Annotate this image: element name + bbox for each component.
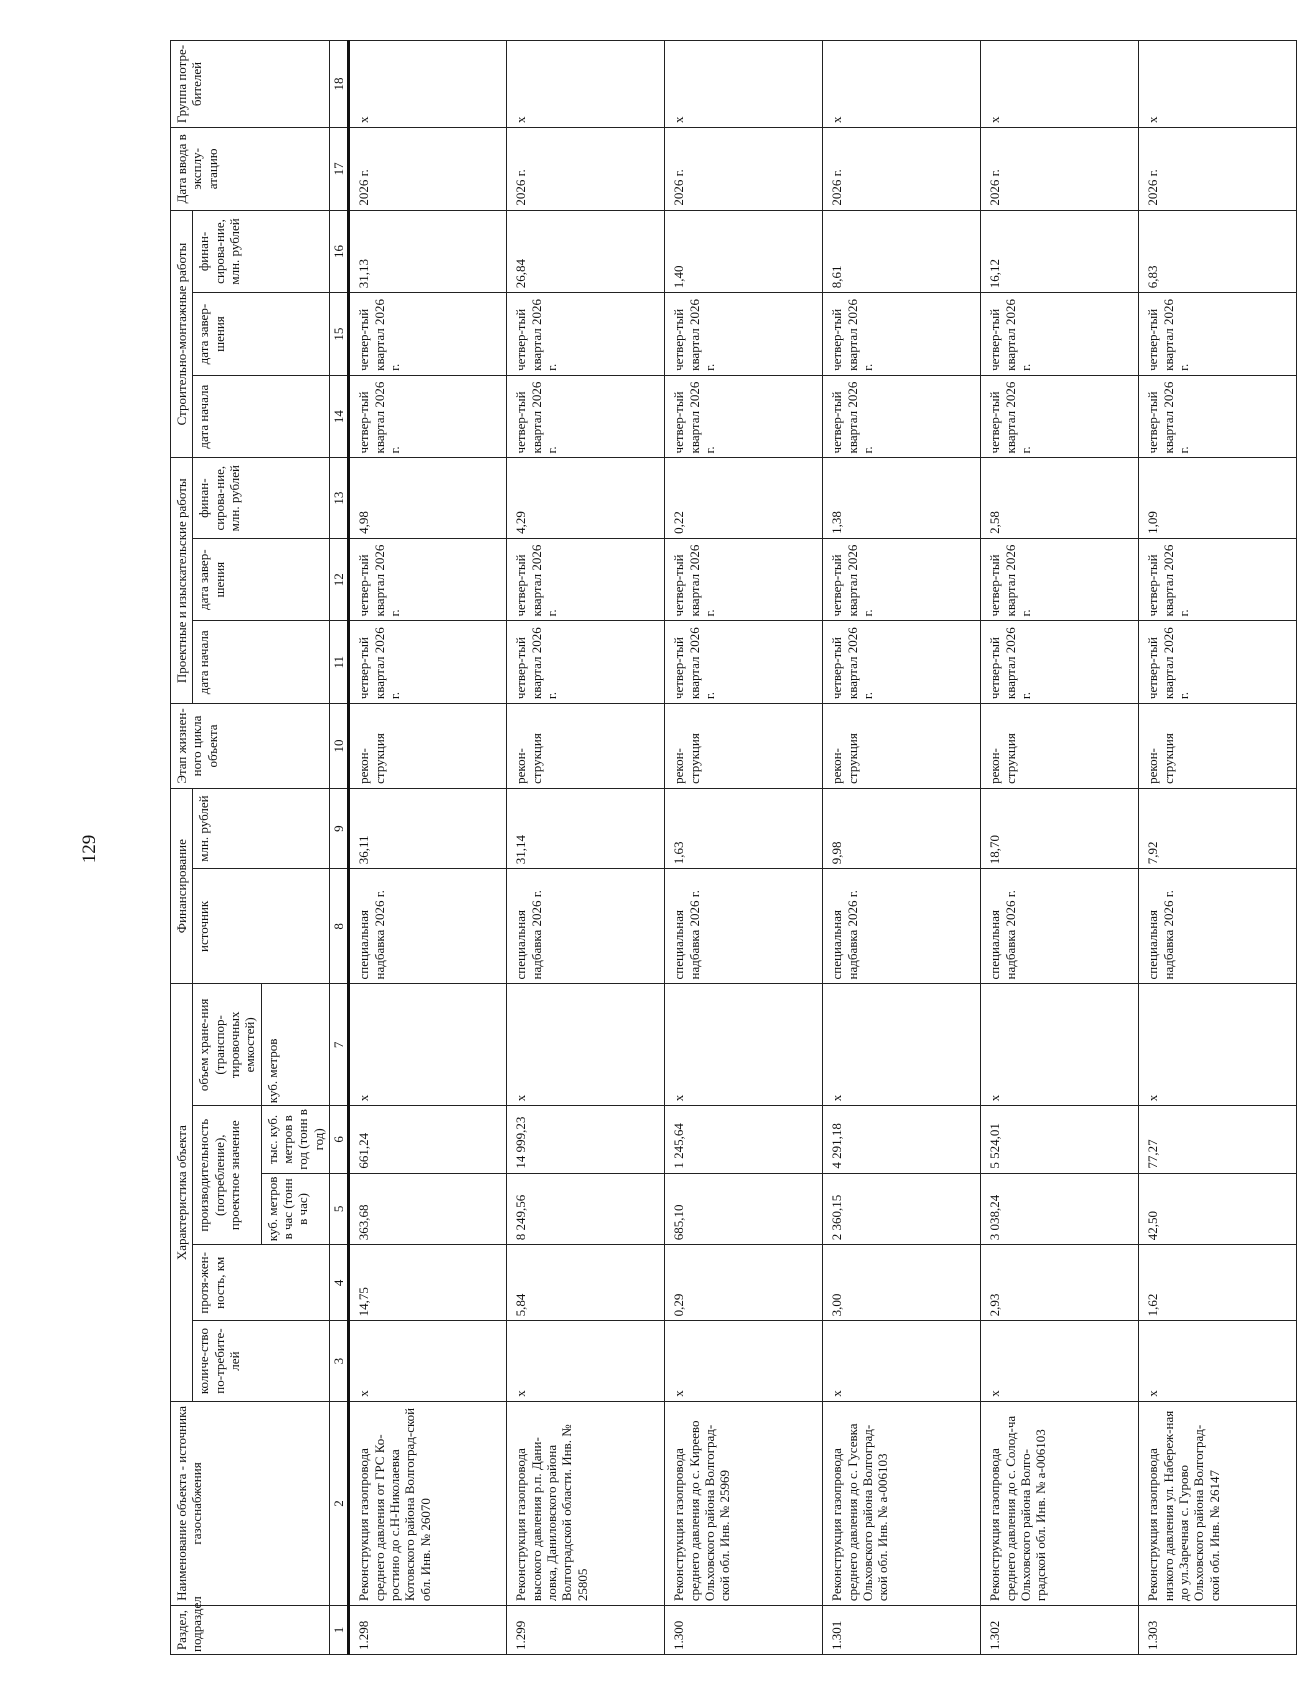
row-id: 1.300 [665, 1606, 823, 1655]
lifecycle-stage: рекон-струкция [1139, 704, 1297, 789]
column-number: 16 [329, 210, 348, 293]
design-financing: 4,29 [507, 458, 665, 538]
consumer-group: x [1139, 41, 1297, 128]
consumer-group: x [823, 41, 981, 128]
length-km: 14,75 [349, 1245, 507, 1321]
header-design-financing: финан-сирова-ние, млн. рублей [193, 458, 330, 538]
length-km: 1,62 [1139, 1245, 1297, 1321]
header-storage-unit: куб. метров [261, 984, 329, 1106]
object-name: Реконструкция газопровода высокого давления р.п. Дани-ловка, Даниловского района Волгоградской области. Инв. № 25805 [507, 1401, 665, 1605]
commission-date: 2026 г. [665, 128, 823, 211]
lifecycle-stage: рекон-струкция [349, 704, 507, 789]
object-name: Реконструкция газопровода среднего давления до с. Киреево Ольховского района Волгоград-ской обл. Инв. № 25969 [665, 1401, 823, 1605]
table-row [665, 41, 823, 1655]
construction-end: четвер-тый квартал 2026 г. [981, 293, 1139, 376]
header-storage: объем хране-ния (транспор-тировочных емкостей) [193, 984, 261, 1106]
column-number: 12 [329, 538, 348, 621]
header-construction-start: дата начала [193, 375, 330, 458]
header-length: протя-жен-ность, км [193, 1245, 330, 1321]
commission-date: 2026 г. [507, 128, 665, 211]
header-stage: Этап жизнен-ного цикла объекта [171, 704, 330, 789]
consumer-group: x [349, 41, 507, 128]
construction-end: четвер-тый квартал 2026 г. [823, 293, 981, 376]
header-consumers-count: количе-ство по-требите-лей [193, 1321, 330, 1401]
financing-mln: 1,63 [665, 788, 823, 868]
design-start: четвер-тый квартал 2026 г. [981, 621, 1139, 704]
construction-financing: 16,12 [981, 210, 1139, 293]
length-km: 5,84 [507, 1245, 665, 1321]
length-km: 2,93 [981, 1245, 1139, 1321]
column-number: 5 [329, 1173, 348, 1245]
column-number: 4 [329, 1245, 348, 1321]
capacity-year: 77,27 [1139, 1106, 1297, 1173]
row-id: 1.303 [1139, 1606, 1297, 1655]
header-design-start: дата начала [193, 621, 330, 704]
lifecycle-stage: рекон-струкция [981, 704, 1139, 789]
rotated-page [170, 40, 1222, 1655]
storage-volume: x [665, 984, 823, 1106]
header-financing: Финансирование [171, 788, 193, 984]
header-capacity: производительность (потребление), проектное значение [193, 1106, 261, 1245]
financing-mln: 18,70 [981, 788, 1139, 868]
financing-source: специальная надбавка 2026 г. [507, 869, 665, 984]
table-row [1139, 41, 1297, 1655]
design-end: четвер-тый квартал 2026 г. [1139, 538, 1297, 621]
financing-mln: 31,14 [507, 788, 665, 868]
storage-volume: x [507, 984, 665, 1106]
header-mln-rub: млн. рублей [193, 788, 330, 868]
construction-start: четвер-тый квартал 2026 г. [665, 375, 823, 458]
capacity-hour: 685,10 [665, 1173, 823, 1245]
capacity-year: 5 524,01 [981, 1106, 1139, 1173]
construction-start: четвер-тый квартал 2026 г. [823, 375, 981, 458]
column-number: 13 [329, 458, 348, 538]
capacity-year: 4 291,18 [823, 1106, 981, 1173]
header-cap-hour: куб. метров в час (тонн в час) [261, 1173, 329, 1245]
construction-financing: 8,61 [823, 210, 981, 293]
column-numbers-row [329, 41, 348, 1655]
commission-date: 2026 г. [823, 128, 981, 211]
table-row [507, 41, 665, 1655]
commission-date: 2026 г. [349, 128, 507, 211]
capacity-hour: 363,68 [349, 1173, 507, 1245]
design-end: четвер-тый квартал 2026 г. [981, 538, 1139, 621]
construction-end: четвер-тый квартал 2026 г. [1139, 293, 1297, 376]
design-start: четвер-тый квартал 2026 г. [665, 621, 823, 704]
design-end: четвер-тый квартал 2026 г. [507, 538, 665, 621]
column-number: 14 [329, 375, 348, 458]
design-financing: 1,38 [823, 458, 981, 538]
consumers-count: x [981, 1321, 1139, 1401]
capacity-year: 661,24 [349, 1106, 507, 1173]
construction-financing: 6,83 [1139, 210, 1297, 293]
construction-start: четвер-тый квартал 2026 г. [1139, 375, 1297, 458]
financing-mln: 9,98 [823, 788, 981, 868]
consumer-group: x [507, 41, 665, 128]
construction-start: четвер-тый квартал 2026 г. [349, 375, 507, 458]
storage-volume: x [981, 984, 1139, 1106]
header-name: Наименование объекта - источника газоснабжения [171, 1401, 330, 1605]
construction-end: четвер-тый квартал 2026 г. [665, 293, 823, 376]
table-row [981, 41, 1139, 1655]
header-section: Раздел, подраздел [171, 1606, 330, 1655]
column-number: 6 [329, 1106, 348, 1173]
construction-financing: 1,40 [665, 210, 823, 293]
capacity-hour: 3 038,24 [981, 1173, 1139, 1245]
design-end: четвер-тый квартал 2026 г. [349, 538, 507, 621]
lifecycle-stage: рекон-струкция [665, 704, 823, 789]
design-end: четвер-тый квартал 2026 г. [823, 538, 981, 621]
capacity-hour: 42,50 [1139, 1173, 1297, 1245]
column-number: 1 [329, 1606, 348, 1655]
column-number: 8 [329, 869, 348, 984]
consumers-count: x [665, 1321, 823, 1401]
table-row [823, 41, 981, 1655]
design-financing: 4,98 [349, 458, 507, 538]
header-commission-date: Дата ввода в эксплу-атацию [171, 128, 330, 211]
column-number: 18 [329, 41, 348, 128]
header-source: источник [193, 869, 330, 984]
column-number: 7 [329, 984, 348, 1106]
consumers-count: x [349, 1321, 507, 1401]
storage-volume: x [349, 984, 507, 1106]
table-body [349, 41, 1297, 1655]
header-cap-year: тыс. куб. метров в год (тонн в год) [261, 1106, 329, 1173]
storage-volume: x [1139, 984, 1297, 1106]
financing-source: специальная надбавка 2026 г. [349, 869, 507, 984]
length-km: 0,29 [665, 1245, 823, 1321]
construction-end: четвер-тый квартал 2026 г. [507, 293, 665, 376]
row-id: 1.298 [349, 1606, 507, 1655]
column-number: 15 [329, 293, 348, 376]
column-number: 9 [329, 788, 348, 868]
commission-date: 2026 г. [981, 128, 1139, 211]
length-km: 3,00 [823, 1245, 981, 1321]
design-start: четвер-тый квартал 2026 г. [349, 621, 507, 704]
financing-source: специальная надбавка 2026 г. [823, 869, 981, 984]
column-number: 3 [329, 1321, 348, 1401]
header-construction-end: дата завер-шения [193, 293, 330, 376]
header-design-end: дата завер-шения [193, 538, 330, 621]
financing-mln: 36,11 [349, 788, 507, 868]
capacity-hour: 8 249,56 [507, 1173, 665, 1245]
lifecycle-stage: рекон-струкция [823, 704, 981, 789]
consumers-count: x [823, 1321, 981, 1401]
object-name: Реконструкция газопровода среднего давления от ГРС Ко-ростино до с.Н-Николаевка Котовского района Волгоград-ской обл. Инв. № 26070 [349, 1401, 507, 1605]
column-number: 17 [329, 128, 348, 211]
design-start: четвер-тый квартал 2026 г. [823, 621, 981, 704]
consumer-group: x [981, 41, 1139, 128]
header-characteristics: Характеристика объекта [171, 984, 193, 1401]
storage-volume: x [823, 984, 981, 1106]
page-number: 129 [79, 834, 100, 864]
header-consumer-group: Группа потре-бителей [171, 41, 330, 128]
capacity-year: 14 999,23 [507, 1106, 665, 1173]
gas-objects-table [170, 40, 1297, 1655]
object-name: Реконструкция газопровода среднего давления до с. Гусевка Ольховского района Волгоград-ской обл. Инв. № а-006103 [823, 1401, 981, 1605]
consumers-count: x [507, 1321, 665, 1401]
object-name: Реконструкция газопровода низкого давления ул. Набереж-ная до ул.Заречная с. Гурово Ольховского района Волгоград-ской обл. Инв. № 26147 [1139, 1401, 1297, 1605]
header-construction: Строительно-монтажные работы [171, 210, 193, 458]
design-financing: 1,09 [1139, 458, 1297, 538]
column-number: 11 [329, 621, 348, 704]
table-row [349, 41, 507, 1655]
design-start: четвер-тый квартал 2026 г. [507, 621, 665, 704]
header-design: Проектные и изыскательские работы [171, 458, 193, 704]
construction-start: четвер-тый квартал 2026 г. [981, 375, 1139, 458]
financing-mln: 7,92 [1139, 788, 1297, 868]
capacity-hour: 2 360,15 [823, 1173, 981, 1245]
row-id: 1.302 [981, 1606, 1139, 1655]
column-number: 10 [329, 704, 348, 789]
header-construction-financing: финан-сирова-ние, млн. рублей [193, 210, 330, 293]
construction-financing: 26,84 [507, 210, 665, 293]
design-end: четвер-тый квартал 2026 г. [665, 538, 823, 621]
row-id: 1.299 [507, 1606, 665, 1655]
construction-end: четвер-тый квартал 2026 г. [349, 293, 507, 376]
design-financing: 0,22 [665, 458, 823, 538]
consumers-count: x [1139, 1321, 1297, 1401]
construction-start: четвер-тый квартал 2026 г. [507, 375, 665, 458]
object-name: Реконструкция газопровода среднего давления до с. Солод-ча Ольховского района Волго-градской обл. Инв. № а-006103 [981, 1401, 1139, 1605]
commission-date: 2026 г. [1139, 128, 1297, 211]
consumer-group: x [665, 41, 823, 128]
financing-source: специальная надбавка 2026 г. [665, 869, 823, 984]
design-financing: 2,58 [981, 458, 1139, 538]
column-number: 2 [329, 1401, 348, 1605]
construction-financing: 31,13 [349, 210, 507, 293]
financing-source: специальная надбавка 2026 г. [1139, 869, 1297, 984]
lifecycle-stage: рекон-струкция [507, 704, 665, 789]
financing-source: специальная надбавка 2026 г. [981, 869, 1139, 984]
design-start: четвер-тый квартал 2026 г. [1139, 621, 1297, 704]
capacity-year: 1 245,64 [665, 1106, 823, 1173]
row-id: 1.301 [823, 1606, 981, 1655]
